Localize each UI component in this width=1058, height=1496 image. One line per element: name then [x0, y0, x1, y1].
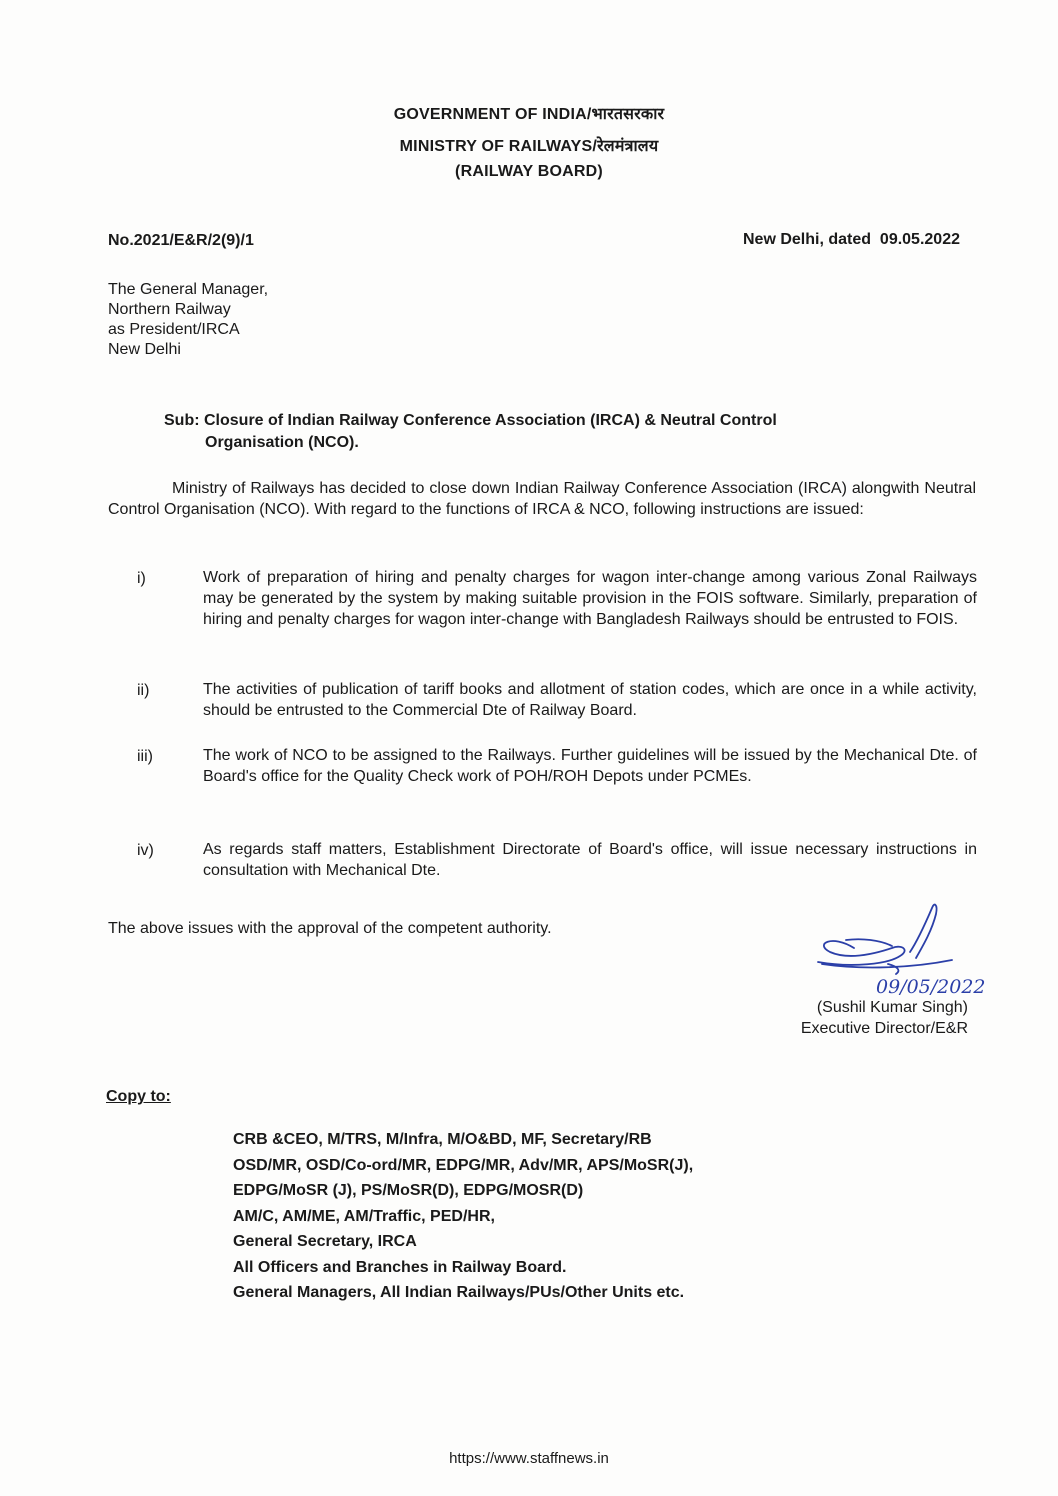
copy-to-line: General Secretary, IRCA — [233, 1233, 417, 1250]
footer-url[interactable]: https://www.staffnews.in — [449, 1450, 609, 1467]
header-government: GOVERNMENT OF INDIA/भारतसरकार — [393, 106, 665, 123]
addressee-block — [108, 280, 268, 360]
reference-number: No.2021/E&R/2(9)/1 — [108, 232, 254, 249]
intro-paragraph: Ministry of Railways has decided to close down Indian Railway Conference Association (IRCA) alongwith Neutral Control Organisation (NCO). With regard to the functions of IRCA & NCO, following instructions are issued: — [108, 480, 976, 518]
addressee-line: New Delhi — [108, 341, 181, 358]
item-text: The work of NCO to be assigned to the Railways. Further guidelines will be issued by the Mechanical Dte. of Board's office for the Quality Check work of POH/ROH Depots under PCMEs. — [203, 747, 977, 785]
signatory-designation: Executive Director/E&R — [800, 1020, 968, 1037]
item-number: iv) — [137, 842, 154, 859]
copy-to-line: OSD/MR, OSD/Co-ord/MR, EDPG/MR, Adv/MR, APS/MoSR(J), — [233, 1156, 694, 1174]
item-number: i) — [137, 570, 146, 587]
item-text: The activities of publication of tariff books and allotment of station codes, which are once in a while activity, should be entrusted to the Commercial Dte of Railway Board. — [203, 681, 977, 719]
addressee-line: as President/IRCA — [108, 321, 240, 338]
copy-to-line: AM/C, AM/ME, AM/Traffic, PED/HR, — [233, 1207, 495, 1225]
copy-to-line: All Officers and Branches in Railway Board. — [233, 1258, 567, 1276]
copy-to-list — [233, 1127, 693, 1306]
item-number: iii) — [137, 748, 153, 765]
item-number: ii) — [137, 682, 150, 699]
subject-line-1: Sub: Closure of Indian Railway Conference Association (IRCA) & Neutral Control — [164, 412, 777, 429]
addressee-line: Northern Railway — [108, 301, 231, 318]
date-line: New Delhi, dated 09.05.2022 — [743, 231, 960, 248]
copy-to-label: Copy to: — [106, 1088, 171, 1105]
item-text: As regards staff matters, Establishment Directorate of Board's office, will issue necessary instructions in consultation with Mechanical Dte. — [203, 841, 977, 879]
header-board: (RAILWAY BOARD) — [455, 163, 603, 180]
approval-statement: The above issues with the approval of the competent authority. — [108, 920, 552, 937]
handwritten-date: 09/05/2022 — [876, 976, 986, 998]
copy-to-line: EDPG/MoSR (J), PS/MoSR(D), EDPG/MOSR(D) — [233, 1182, 584, 1199]
addressee-line: The General Manager, — [108, 281, 269, 298]
subject-line-2: Organisation (NCO). — [205, 434, 359, 451]
signatory-name: (Sushil Kumar Singh) — [816, 999, 968, 1016]
item-text: Work of preparation of hiring and penalty charges for wagon inter-change among various Zonal Railways may be generated by the system by making suitable provision in the FOIS software. Similarly, preparation of hiring and penalty charges for wagon inter-change with Bangladesh Railways should be entrusted to FOIS. — [203, 569, 977, 628]
copy-to-line: CRB &CEO, M/TRS, M/Infra, M/O&BD, MF, Secretary/RB — [233, 1131, 652, 1148]
copy-to-line: General Managers, All Indian Railways/PUs/Other Units etc. — [233, 1284, 685, 1301]
header-ministry: MINISTRY OF RAILWAYS/रेलमंत्रालय — [399, 138, 659, 155]
